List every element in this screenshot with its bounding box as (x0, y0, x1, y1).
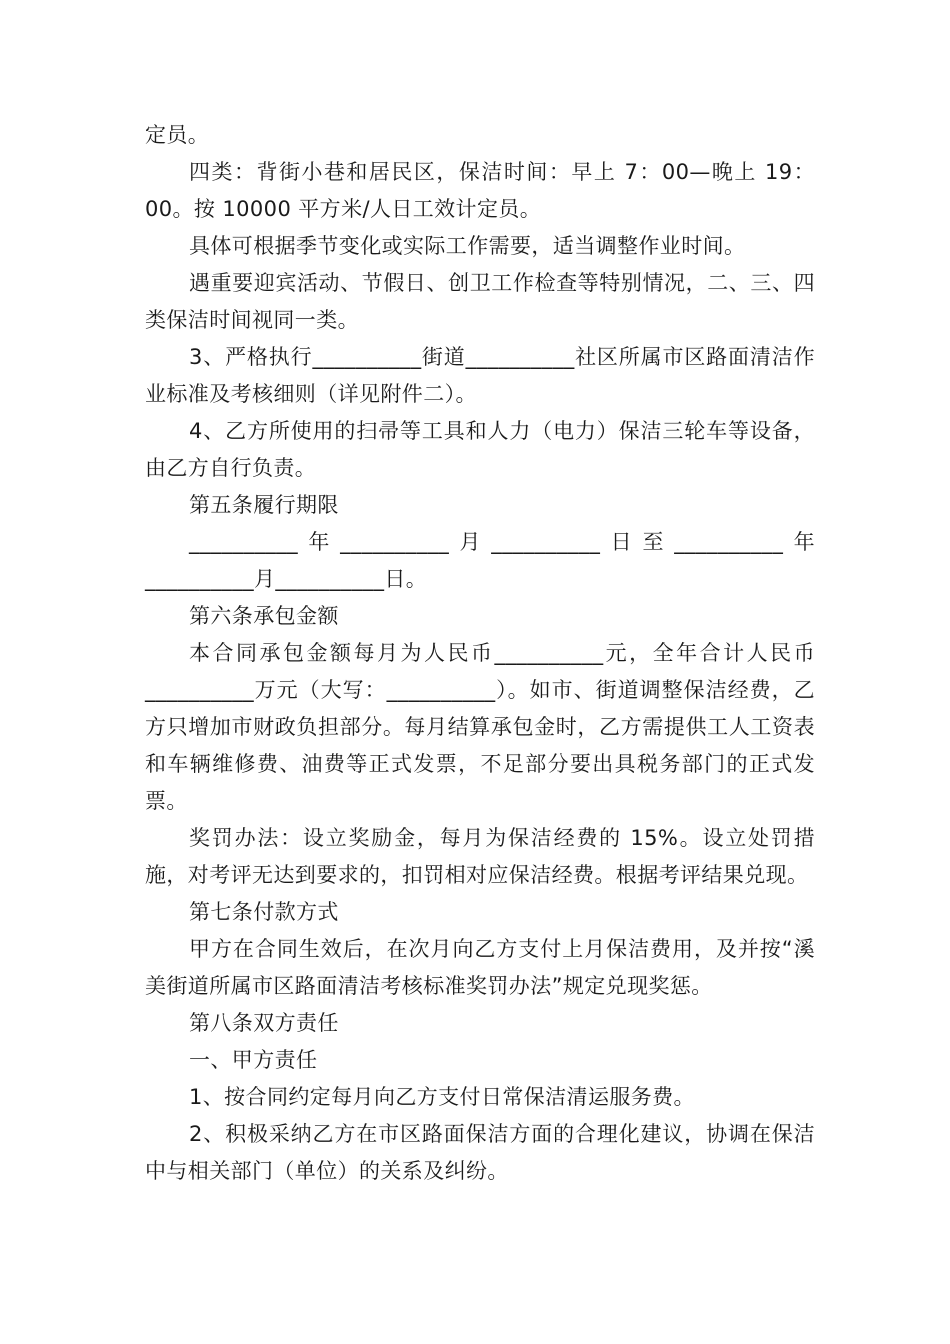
paragraph: 3、严格执行__________街道__________社区所属市区路面清洁作业标准及考核细则（详见附件二）。 (145, 345, 815, 406)
paragraph: 本合同承包金额每月为人民币__________元，全年合计人民币__________万元（大写：__________）。如市、街道调整保洁经费，乙方只增加市财政负担部分。每月结算承包金时，乙方需提供工人工资表和车辆维修费、油费等正式发票，不足部分要出具税务部门的正式发票。 (145, 641, 815, 813)
section-heading: 第五条履行期限 (189, 493, 339, 517)
paragraph: 1、按合同约定每月向乙方支付日常保洁清运服务费。 (189, 1085, 695, 1109)
section-heading: 第八条双方责任 (189, 1011, 339, 1035)
paragraph: 定员。 (145, 123, 210, 147)
paragraph: 奖罚办法：设立奖励金，每月为保洁经费的 15%。设立处罚措施，对考评无达到要求的，扣罚相对应保洁经费。根据考评结果兑现。 (145, 826, 815, 887)
paragraph: 4、乙方所使用的扫帚等工具和人力（电力）保洁三轮车等设备，由乙方自行负责。 (145, 419, 815, 480)
paragraph: 具体可根据季节变化或实际工作需要，适当调整作业时间。 (189, 234, 746, 258)
subsection-heading: 一、甲方责任 (189, 1048, 318, 1072)
paragraph: 甲方在合同生效后，在次月向乙方支付上月保洁费用，及并按“溪美街道所属市区路面清洁考核标准奖罚办法”规定兑现奖惩。 (145, 937, 815, 998)
paragraph: 2、积极采纳乙方在市区路面保洁方面的合理化建议，协调在保洁中与相关部门（单位）的关系及纠纷。 (145, 1122, 815, 1183)
document-body (145, 117, 815, 1190)
paragraph: 四类：背街小巷和居民区，保洁时间：早上 7：00—晚上 19：00。按 10000 平方米/人日工效计定员。 (145, 160, 815, 221)
section-heading: 第七条付款方式 (189, 900, 339, 924)
section-heading: 第六条承包金额 (189, 604, 339, 628)
paragraph: __________年__________月__________日至__________年__________月__________日。 (145, 530, 815, 591)
paragraph: 遇重要迎宾活动、节假日、创卫工作检查等特别情况，二、三、四类保洁时间视同一类。 (145, 271, 815, 332)
